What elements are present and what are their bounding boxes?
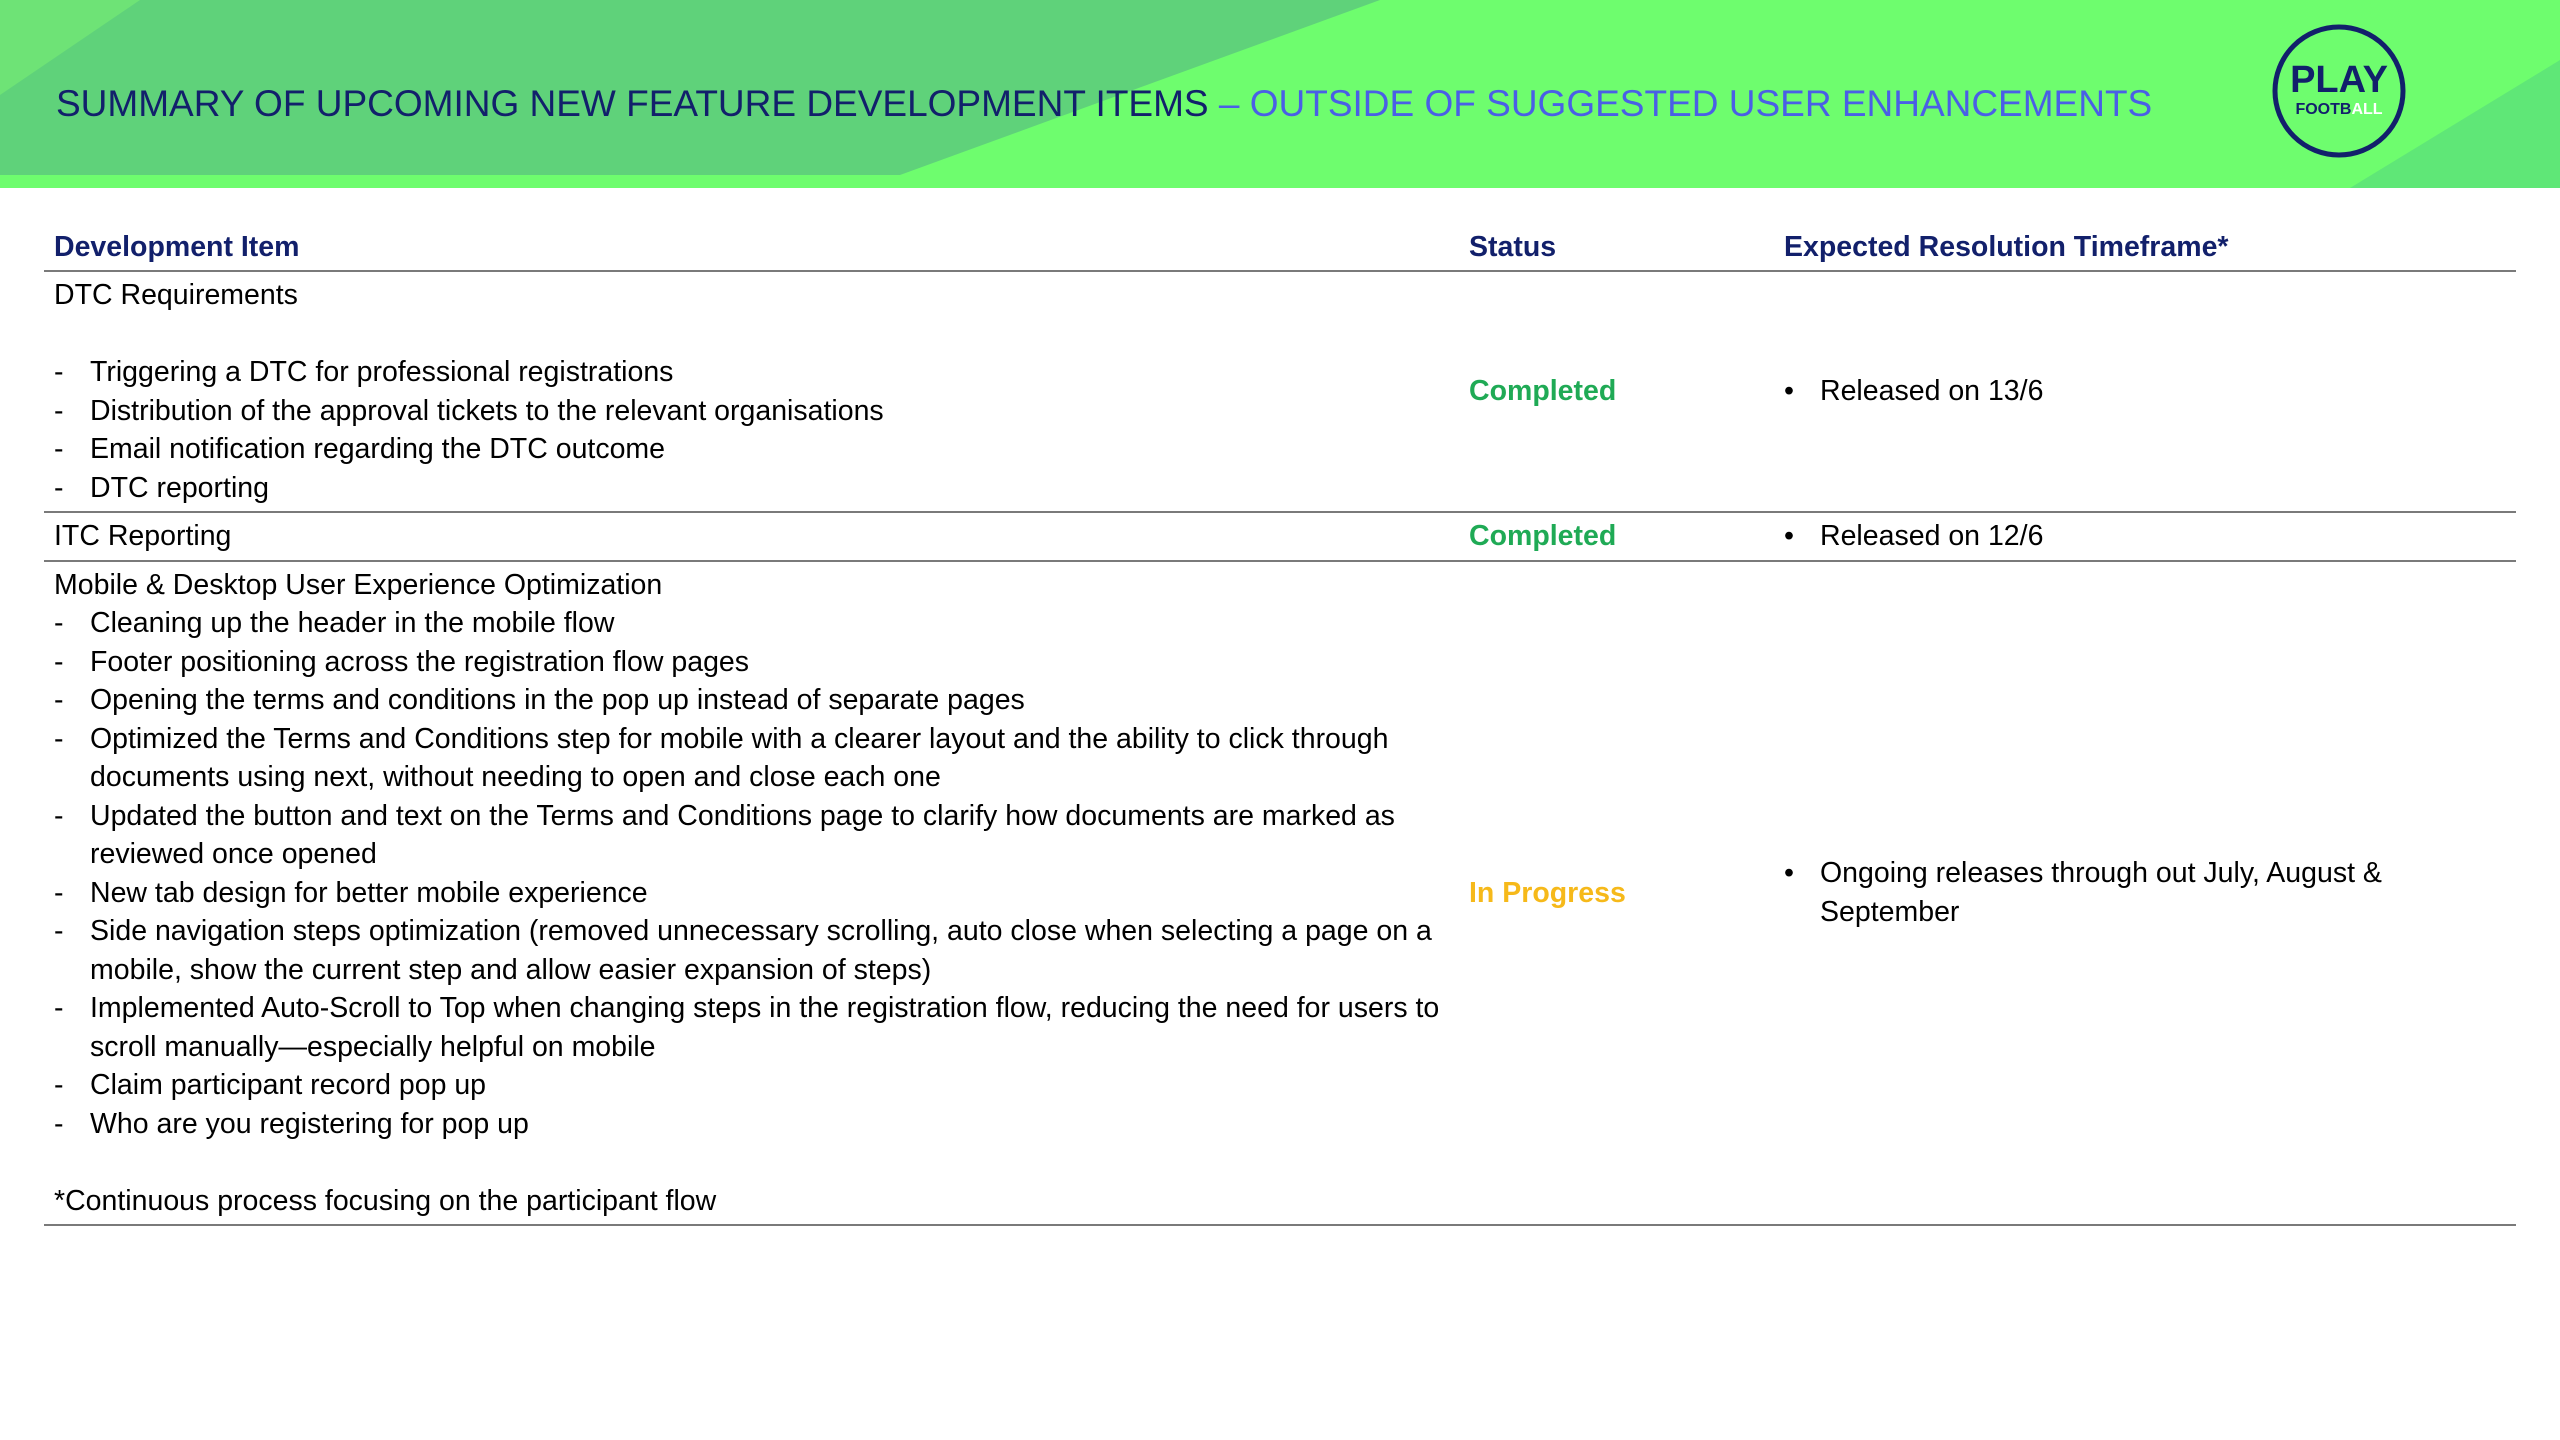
table-header-row xyxy=(44,220,2516,271)
timeframe-list xyxy=(1784,517,2506,556)
timeframe-item: • Released on 12/6 xyxy=(1784,517,2506,556)
list-item: - New tab design for better mobile experience xyxy=(54,874,1449,913)
development-item-cell xyxy=(44,561,1459,1226)
table-row xyxy=(44,271,2516,512)
list-item: - Implemented Auto-Scroll to Top when changing steps in the registration flow, reducing the need for users to scroll manually—especially helpful on mobile xyxy=(54,989,1449,1066)
list-item: - Opening the terms and conditions in the pop up instead of separate pages xyxy=(54,681,1449,720)
list-item: - Triggering a DTC for professional registrations xyxy=(54,353,1449,392)
timeframe-item: • Released on 13/6 xyxy=(1784,372,2506,411)
list-item: - Email notification regarding the DTC outcome xyxy=(54,430,1449,469)
item-list xyxy=(54,353,1449,507)
spacer xyxy=(54,1143,1449,1182)
column-header-development-item: Development Item xyxy=(44,220,1459,271)
development-item-cell xyxy=(44,271,1459,512)
timeframe-cell xyxy=(1774,512,2516,561)
status-cell: Completed xyxy=(1459,271,1774,512)
list-item: - Who are you registering for pop up xyxy=(54,1105,1449,1144)
item-heading: DTC Requirements xyxy=(54,279,298,311)
spacer xyxy=(54,315,1449,354)
list-item: - Cleaning up the header in the mobile flow xyxy=(54,604,1449,643)
timeframe-list xyxy=(1784,854,2506,931)
development-item-cell xyxy=(44,512,1459,561)
list-item: - Side navigation steps optimization (removed unnecessary scrolling, auto close when selecting a page on a mobile, show the current step and allow easier expansion of steps) xyxy=(54,912,1449,989)
play-football-logo xyxy=(2270,22,2408,160)
table-row xyxy=(44,512,2516,561)
logo-text-play: PLAY xyxy=(2290,59,2388,101)
status-cell: In Progress xyxy=(1459,561,1774,1226)
title-subtitle: – OUTSIDE OF SUGGESTED USER ENHANCEMENTS xyxy=(1208,83,2153,124)
list-item: - DTC reporting xyxy=(54,469,1449,508)
list-item: - Optimized the Terms and Conditions step for mobile with a clearer layout and the ability to click through documents using next, without needing to open and close each one xyxy=(54,720,1449,797)
timeframe-item: • Ongoing releases through out July, August & September xyxy=(1784,854,2506,931)
column-header-timeframe: Expected Resolution Timeframe* xyxy=(1774,220,2516,271)
timeframe-cell xyxy=(1774,271,2516,512)
footnote: *Continuous process focusing on the participant flow xyxy=(54,1184,717,1217)
timeframe-cell xyxy=(1774,561,2516,1226)
table-row xyxy=(44,561,2516,1226)
status-cell: Completed xyxy=(1459,512,1774,561)
item-heading: Mobile & Desktop User Experience Optimization xyxy=(54,568,663,601)
list-item: - Footer positioning across the registration flow pages xyxy=(54,643,1449,682)
list-item: - Distribution of the approval tickets to the relevant organisations xyxy=(54,392,1449,431)
list-item: - Claim participant record pop up xyxy=(54,1066,1449,1105)
logo-text-football: FOOTBALL xyxy=(2295,101,2383,118)
list-item: - Updated the button and text on the Terms and Conditions page to clarify how documents are marked as reviewed once opened xyxy=(54,797,1449,874)
item-heading: ITC Reporting xyxy=(54,520,232,552)
feature-table-container xyxy=(44,220,2516,1226)
timeframe-list xyxy=(1784,372,2506,411)
column-header-status: Status xyxy=(1459,220,1774,271)
page-title xyxy=(56,82,2152,126)
item-list xyxy=(54,604,1449,1143)
title-main: SUMMARY OF UPCOMING NEW FEATURE DEVELOPMENT ITEMS xyxy=(56,83,1209,124)
feature-development-table xyxy=(44,220,2516,1226)
header-banner xyxy=(0,0,2560,188)
